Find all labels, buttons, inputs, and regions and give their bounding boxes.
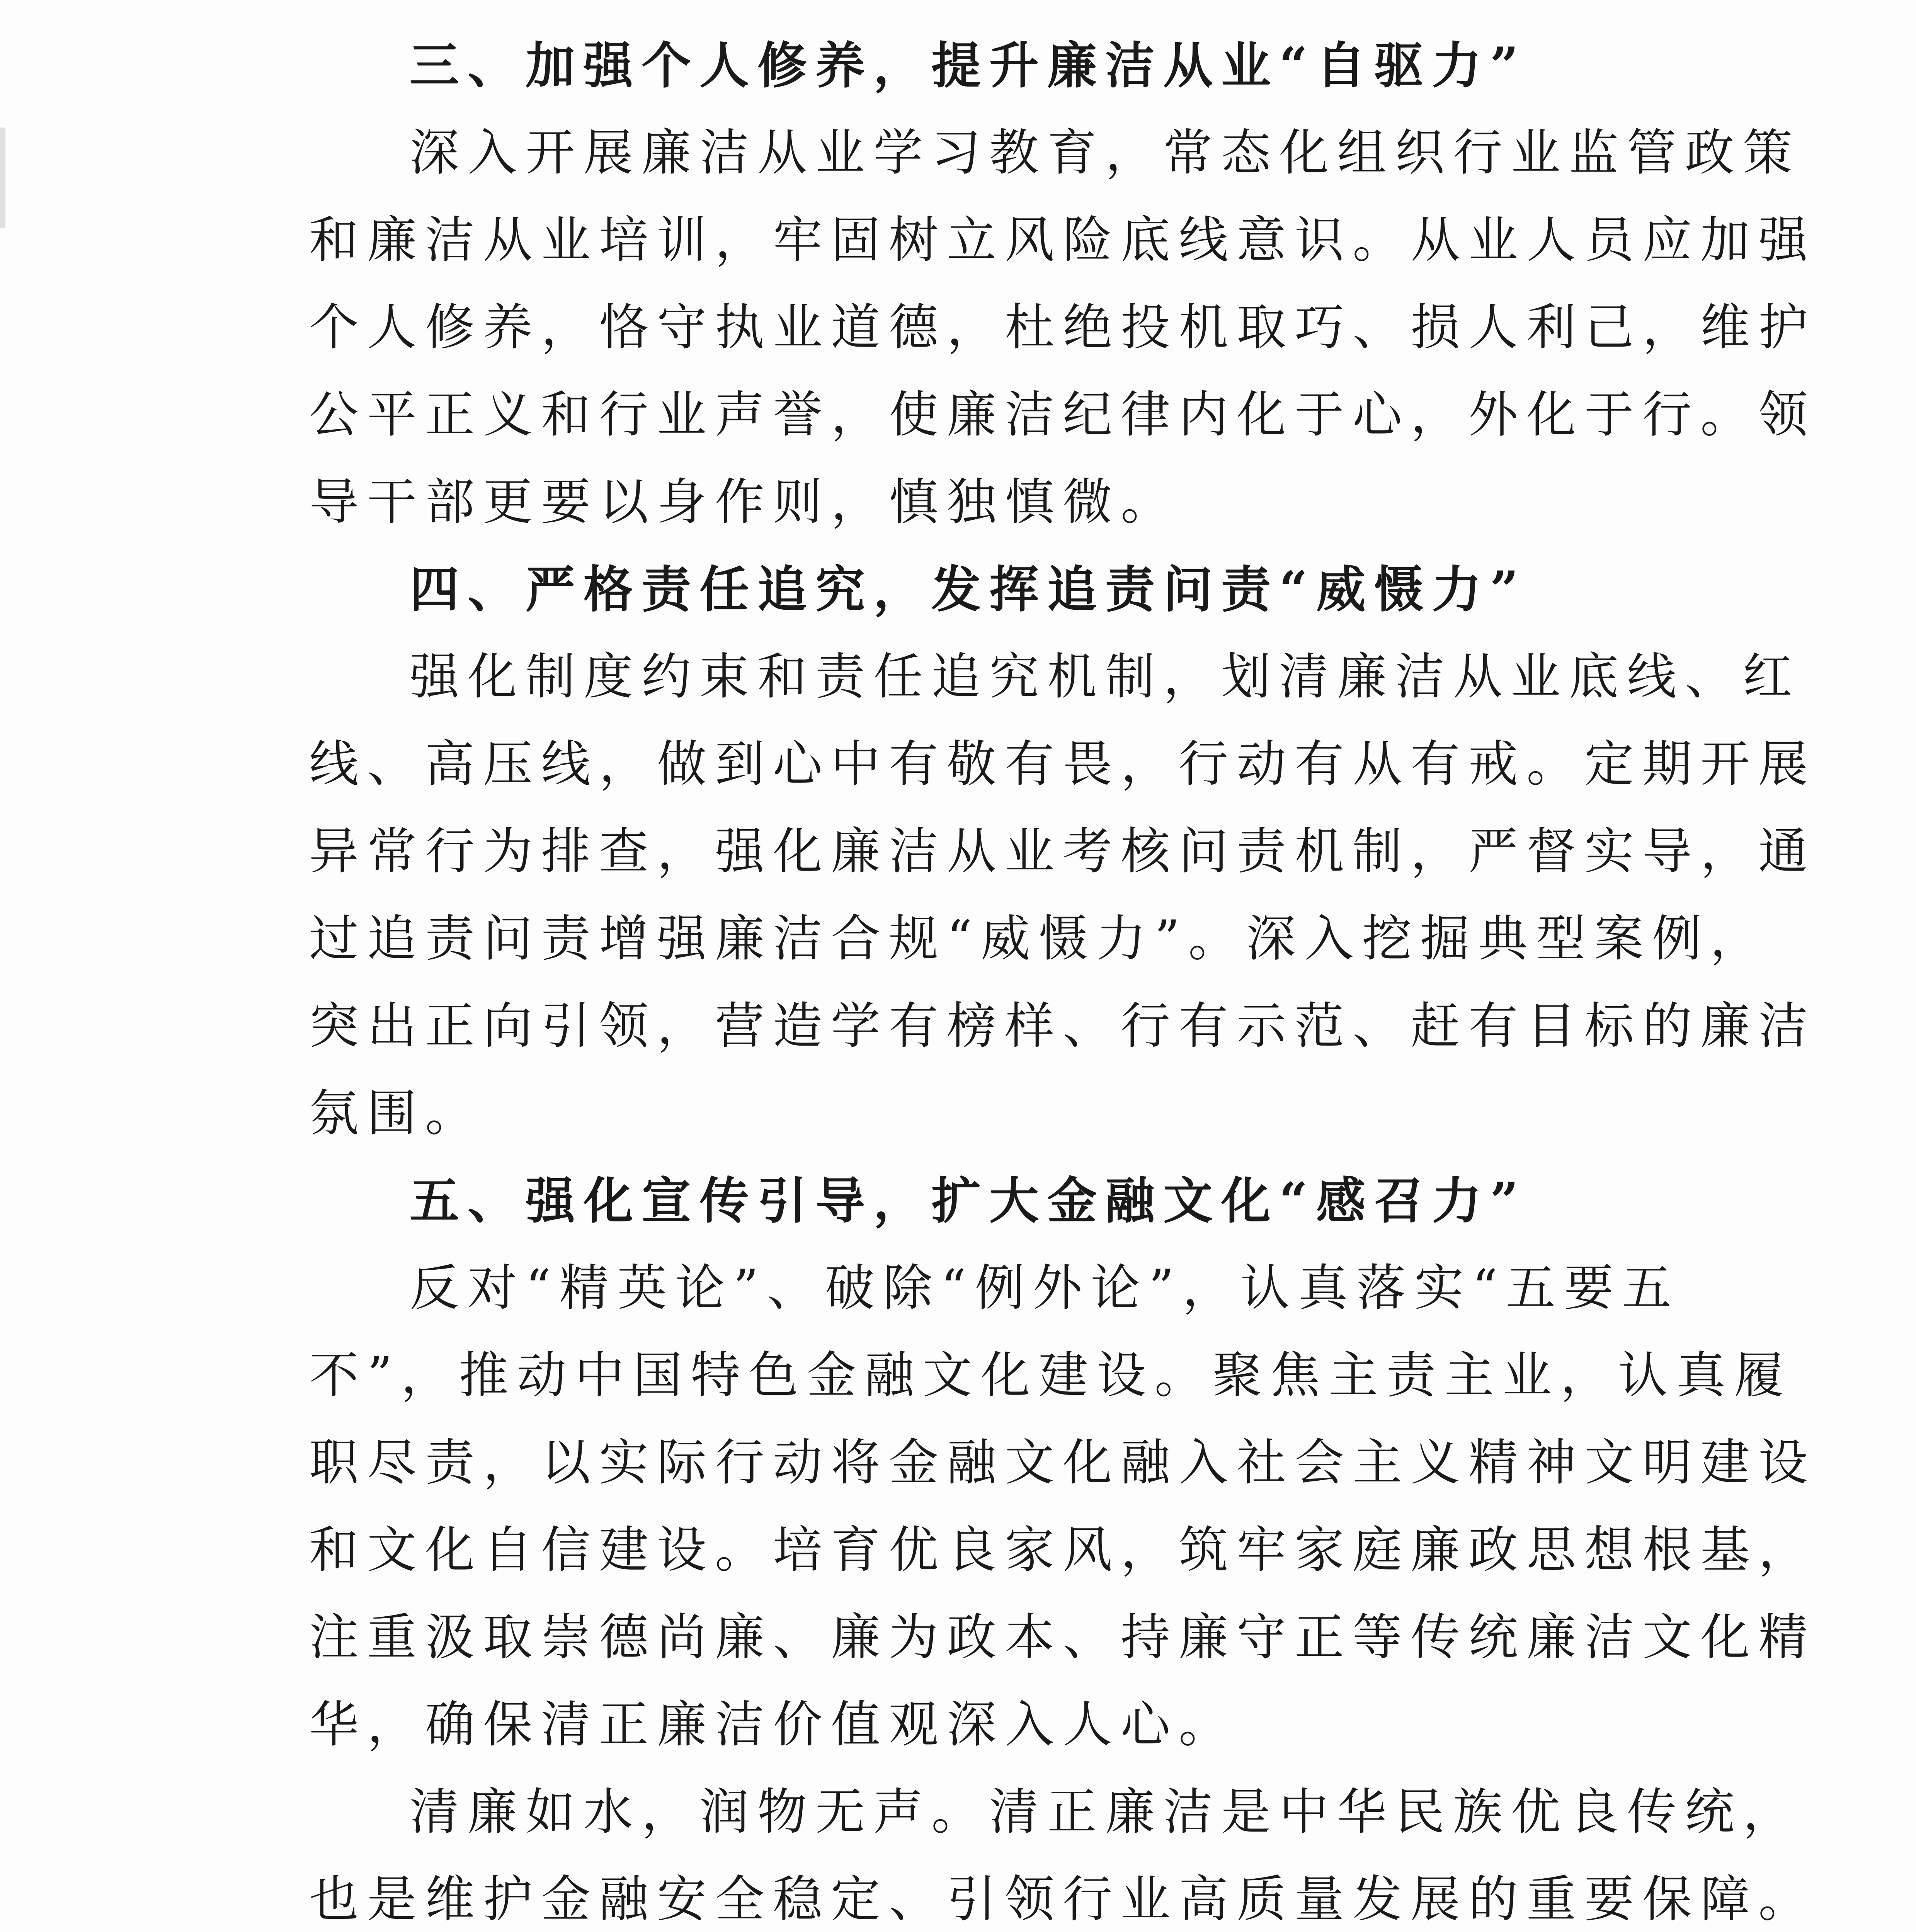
paragraph-line: 强化制度约束和责任追究机制，划清廉洁从业底线、红	[410, 648, 1801, 706]
section-heading-5: 五、强化宣传引导，扩大金融文化“感召力”	[410, 1172, 1527, 1230]
paragraph-line: 清廉如水，润物无声。清正廉洁是中华民族优良传统，	[410, 1783, 1801, 1841]
paragraph-line: 线、高压线，做到心中有敬有畏，行动有从有戒。定期开展	[309, 735, 1817, 793]
paragraph-line: 突出正向引领，营造学有榜样、行有示范、赶有目标的廉洁	[309, 997, 1817, 1055]
paragraph-line: 个人修养，恪守执业道德，杜绝投机取巧、损人利己，维护	[309, 299, 1817, 356]
paragraph-line: 注重汲取崇德尚廉、廉为政本、持廉守正等传统廉洁文化精	[309, 1609, 1817, 1666]
paragraph-line: 和廉洁从业培训，牢固树立风险底线意识。从业人员应加强	[309, 211, 1817, 269]
paragraph-line: 公平正义和行业声誉，使廉洁纪律内化于心，外化于行。领	[309, 386, 1817, 444]
paragraph-line: 深入开展廉洁从业学习教育，常态化组织行业监管政策	[410, 124, 1801, 182]
paragraph-line: 氛围。	[309, 1085, 483, 1142]
section-heading-3: 三、加强个人修养，提升廉洁从业“自驱力”	[410, 37, 1527, 95]
paragraph-line: 过追责问责增强廉洁合规“威慑力”。深入挖掘典型案例，	[309, 910, 1768, 968]
paragraph-line: 职尽责，以实际行动将金融文化融入社会主义精神文明建设	[309, 1434, 1817, 1492]
paragraph-line: 也是维护金融安全稳定、引领行业高质量发展的重要保障。	[309, 1871, 1817, 1928]
paragraph-line: 异常行为排查，强化廉洁从业考核问责机制，严督实导，通	[309, 823, 1817, 880]
section-heading-4: 四、严格责任追究，发挥追责问责“威慑力”	[410, 561, 1527, 619]
paragraph-line: 导干部更要以身作则，慎独慎微。	[309, 473, 1179, 531]
paragraph-line: 反对“精英论”、破除“例外论”，认真落实“五要五	[410, 1259, 1680, 1317]
paragraph-line: 华，确保清正廉洁价值观深入人心。	[309, 1696, 1237, 1753]
paragraph-line: 不”，推动中国特色金融文化建设。聚焦主责主业，认真履	[309, 1347, 1792, 1404]
paragraph-line: 和文化自信建设。培育优良家风，筑牢家庭廉政思想根基，	[309, 1521, 1817, 1579]
scan-edge-mark	[0, 128, 5, 228]
